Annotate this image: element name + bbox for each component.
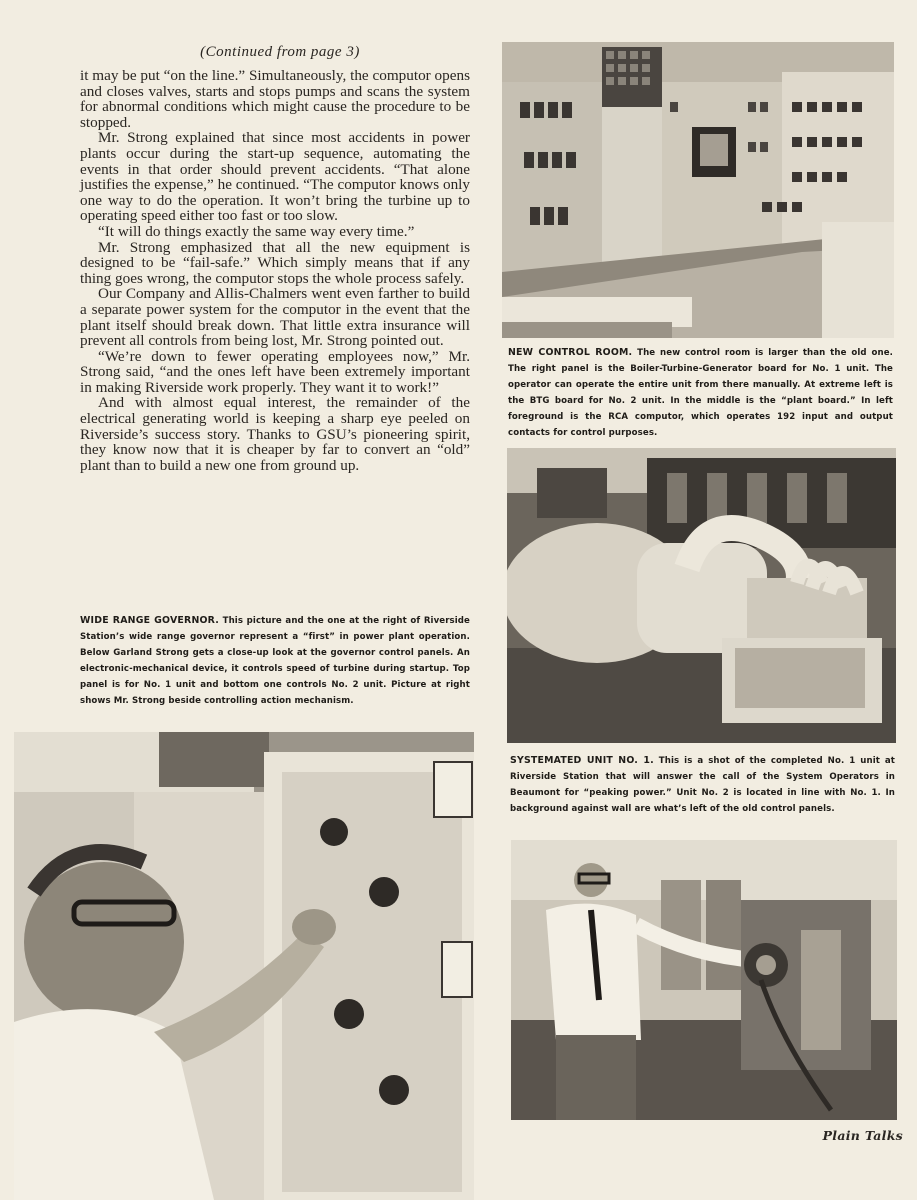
caption-governor bbox=[80, 613, 470, 709]
article-body bbox=[80, 68, 470, 473]
governor-panel-photo bbox=[14, 732, 474, 1200]
turbine-unit-photo bbox=[507, 448, 896, 743]
caption-governor-head: WIDE RANGE GOVERNOR. bbox=[80, 615, 220, 626]
article-paragraph: “It will do things exactly the same way every time.” bbox=[98, 222, 415, 240]
article-paragraph: it may be put “on the line.” Simultaneously, the computor opens and closes valves, starts and stops pumps and scans the system for abnormal conditions which might cause the procedure to be stopped. bbox=[80, 67, 470, 131]
caption-unit-one bbox=[510, 753, 895, 817]
caption-unit-one-text: This is a shot of the completed No. 1 unit at Riverside Station that will answer the call of the System Operators in Beaumont for “peaking power.” Unit No. 2 is located in line with No. 1. In background against wall are what’s left of the old control panels. bbox=[510, 756, 895, 814]
article-paragraph: Mr. Strong explained that since most accidents in power plants occur during the start-up sequence, automating the events in that order should prevent accidents. “That alone justifies the expense,” he continued. “The computor knows only one way to do the operation. It won’t bring the turbine up to operating speed either too fast or too slow. bbox=[80, 129, 470, 225]
caption-control-room bbox=[508, 345, 893, 441]
caption-control-room-text: The new control room is larger than the old one. The right panel is the Boiler-Turbine-Generator board for No. 1 unit. The operator can operate the entire unit from there manually. At extreme left is the BTG board for No. 2 unit. In the middle is the “plant board.” In left foreground is the RCA computor, which operates 192 input and output contacts for control purposes. bbox=[508, 348, 894, 438]
publication-footer: Plain Talks bbox=[822, 1128, 903, 1143]
article-paragraph: Our Company and Allis-Chalmers went even farther to build a separate power system for the computor in the event that the plant itself should break down. That little extra insurance will prevent all controls from being lost, Mr. Strong pointed out. bbox=[80, 285, 470, 350]
caption-control-room-head: NEW CONTROL ROOM. bbox=[508, 347, 633, 358]
action-mechanism-photo bbox=[511, 840, 897, 1120]
caption-unit-one-head: SYSTEMATED UNIT NO. 1. bbox=[510, 755, 654, 766]
caption-governor-text: This picture and the one at the right of Riverside Station’s wide range governor represent a “first” in power plant operation. Below Garland Strong gets a close-up look at the governor control panels. An electronic-mechanical device, it controls speed of turbine during startup. Top panel is for No. 1 unit and bottom one controls No. 2 unit. Picture at right shows Mr. Strong beside controlling action mechanism. bbox=[80, 616, 470, 706]
control-room-photo bbox=[502, 42, 894, 338]
article-paragraph: Mr. Strong emphasized that all the new equipment is designed to be “fail-safe.” Which simply means that if any thing goes wrong, the computor stops the whole process safely. bbox=[80, 238, 470, 287]
article-paragraph: And with almost equal interest, the remainder of the electrical generating world is keeping a sharp eye peeled on Riverside’s success story. Thanks to GSU’s pioneering spirit, they know now that it is cheaper by far to convert an “old” plant than to build a new one from ground up. bbox=[80, 394, 470, 474]
article-paragraph: “We’re down to fewer operating employees now,” Mr. Strong said, “and the ones left have been extremely important in making Riverside work properly. They want it to work!” bbox=[80, 347, 470, 396]
continued-note: (Continued from page 3) bbox=[200, 44, 360, 60]
